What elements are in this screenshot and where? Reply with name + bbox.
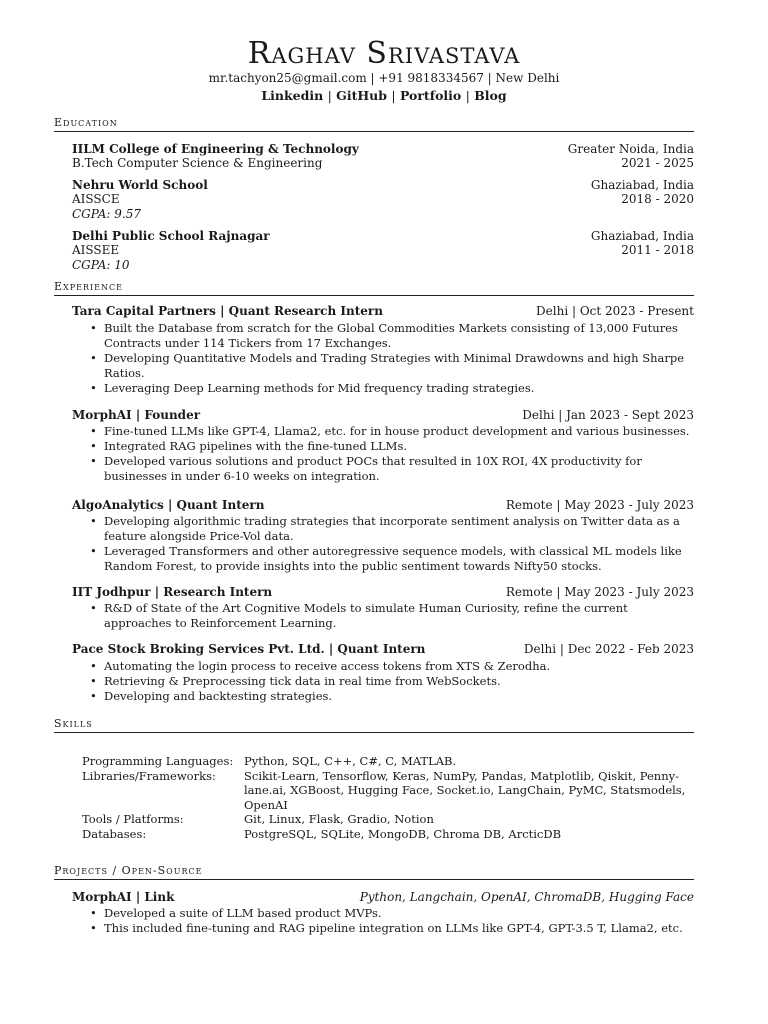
education-heading: Education	[54, 116, 118, 129]
skills-row	[82, 812, 694, 827]
bullet-item: • Developing Quantitative Models and Trading Strategies with Minimal Drawdowns and high Sharpe Ratios.	[90, 351, 694, 381]
bullet-item: • Retrieving & Preprocessing tick data in real time from WebSockets.	[90, 674, 694, 689]
skills-row	[82, 827, 694, 842]
bullet-item: • Leveraged Transformers and other autoregressive sequence models, with classical ML models like Random Forest, to provide insights into the public sentiment towards Nifty50 stocks.	[90, 544, 694, 574]
experience-heading: Experience	[54, 280, 123, 293]
bullet-item: • Developed a suite of LLM based product MVPs.	[90, 906, 694, 921]
experience-meta: Remote | May 2023 - July 2023	[505, 498, 694, 512]
bullet-item: • Developed various solutions and product POCs that resulted in 10X ROI, 4X productivity for businesses in under 6-10 weeks on integration.	[90, 454, 694, 484]
degree: AISSEE	[72, 243, 120, 257]
section-divider	[54, 879, 694, 880]
profile-links	[0, 88, 768, 104]
experience-meta: Delhi | Dec 2022 - Feb 2023	[523, 642, 694, 656]
projects-heading: Projects / Open-Source	[54, 864, 203, 877]
skills-row	[82, 754, 694, 769]
bullet-item: • Integrated RAG pipelines with the fine-tuned LLMs.	[90, 439, 694, 454]
link-separator: |	[327, 88, 332, 103]
experience-meta: Delhi | Oct 2023 - Present	[536, 304, 694, 318]
experience-bullets	[90, 424, 694, 484]
skill-values: Scikit-Learn, Tensorflow, Keras, NumPy, Pandas, Matplotlib, Qiskit, Penny-lane.ai, XGBoost, Hugging Face, Socket.io, LangChain, PyMC, Statsmodels, OpenAI	[244, 768, 686, 812]
skill-values: PostgreSQL, SQLite, MongoDB, Chroma DB, ArcticDB	[244, 826, 562, 841]
school-location: Ghaziabad, India	[590, 178, 694, 192]
experience-meta: Delhi | Jan 2023 - Sept 2023	[522, 408, 694, 422]
linkedin-link[interactable]: Linkedin	[261, 88, 324, 103]
portfolio-link[interactable]: Portfolio	[399, 88, 462, 103]
school-name: Nehru World School	[72, 178, 208, 192]
github-link[interactable]: GitHub	[336, 88, 387, 103]
section-divider	[54, 732, 694, 733]
experience-bullets	[90, 601, 694, 631]
project-stack: Python, Langchain, OpenAI, ChromaDB, Hugging Face	[359, 890, 694, 904]
education-dates: 2018 - 2020	[621, 192, 694, 206]
bullet-item: • Built the Database from scratch for the Global Commodities Markets consisting of 13,000 Futures Contracts under 114 Tickers from 17 Exchanges.	[90, 321, 694, 351]
cgpa: CGPA: 9.57	[72, 207, 141, 221]
skills-heading: Skills	[54, 717, 93, 730]
skill-category: Tools / Platforms:	[82, 812, 184, 826]
contact-line: mr.tachyon25@gmail.com | +91 9818334567 | New Delhi	[208, 71, 560, 85]
section-divider	[54, 295, 694, 296]
skill-category: Databases:	[82, 826, 147, 841]
project-name[interactable]: MorphAI | Link	[72, 890, 175, 904]
cgpa: CGPA: 10	[72, 258, 130, 272]
bullet-item: • Leveraging Deep Learning methods for Mid frequency trading strategies.	[90, 381, 694, 396]
degree: B.Tech Computer Science & Engineering	[72, 156, 323, 170]
experience-role: AlgoAnalytics | Quant Intern	[72, 498, 265, 512]
skills-row	[82, 769, 694, 813]
education-dates: 2021 - 2025	[621, 156, 694, 170]
skill-category: Programming Languages:	[82, 754, 234, 768]
bullet-item: • Developing algorithmic trading strategies that incorporate sentiment analysis on Twitter data as a feature alongside Price-Vol data.	[90, 514, 694, 544]
experience-role: Tara Capital Partners | Quant Research Intern	[72, 304, 383, 318]
blog-link[interactable]: Blog	[474, 88, 507, 103]
skills-table	[82, 754, 694, 841]
school-location: Ghaziabad, India	[590, 229, 694, 243]
experience-bullets	[90, 659, 694, 704]
skill-values: Git, Linux, Flask, Gradio, Notion	[244, 812, 434, 826]
bullet-item: • R&D of State of the Art Cognitive Models to simulate Human Curiosity, refine the current approaches to Reinforcement Learning.	[90, 601, 694, 631]
bullet-item: • Fine-tuned LLMs like GPT-4, Llama2, etc. for in house product development and various businesses.	[90, 424, 694, 439]
bullet-item: • Developing and backtesting strategies.	[90, 689, 694, 704]
skill-values: Python, SQL, C++, C#, C, MATLAB.	[244, 754, 457, 768]
bullet-item: • Automating the login process to receive access tokens from XTS & Zerodha.	[90, 659, 694, 674]
experience-role: Pace Stock Broking Services Pvt. Ltd. | Quant Intern	[72, 642, 426, 656]
link-separator: |	[465, 88, 470, 103]
skill-category: Libraries/Frameworks:	[82, 768, 216, 783]
school-name: IILM College of Engineering & Technology	[72, 142, 359, 156]
experience-bullets	[90, 514, 694, 574]
project-bullets	[90, 906, 694, 936]
link-separator: |	[391, 88, 396, 103]
experience-role: IIT Jodhpur | Research Intern	[72, 585, 273, 599]
school-location: Greater Noida, India	[567, 142, 694, 156]
education-dates: 2011 - 2018	[621, 243, 694, 257]
experience-meta: Remote | May 2023 - July 2023	[505, 585, 694, 599]
experience-role: MorphAI | Founder	[72, 408, 201, 422]
school-name: Delhi Public School Rajnagar	[72, 229, 270, 243]
resume-name: Raghav Srivastava	[247, 36, 521, 71]
experience-bullets	[90, 321, 694, 396]
degree: AISSCE	[72, 192, 120, 206]
bullet-item: • This included fine-tuning and RAG pipeline integration on LLMs like GPT-4, GPT-3.5 T, Llama2, etc.	[90, 921, 694, 936]
section-divider	[54, 131, 694, 132]
